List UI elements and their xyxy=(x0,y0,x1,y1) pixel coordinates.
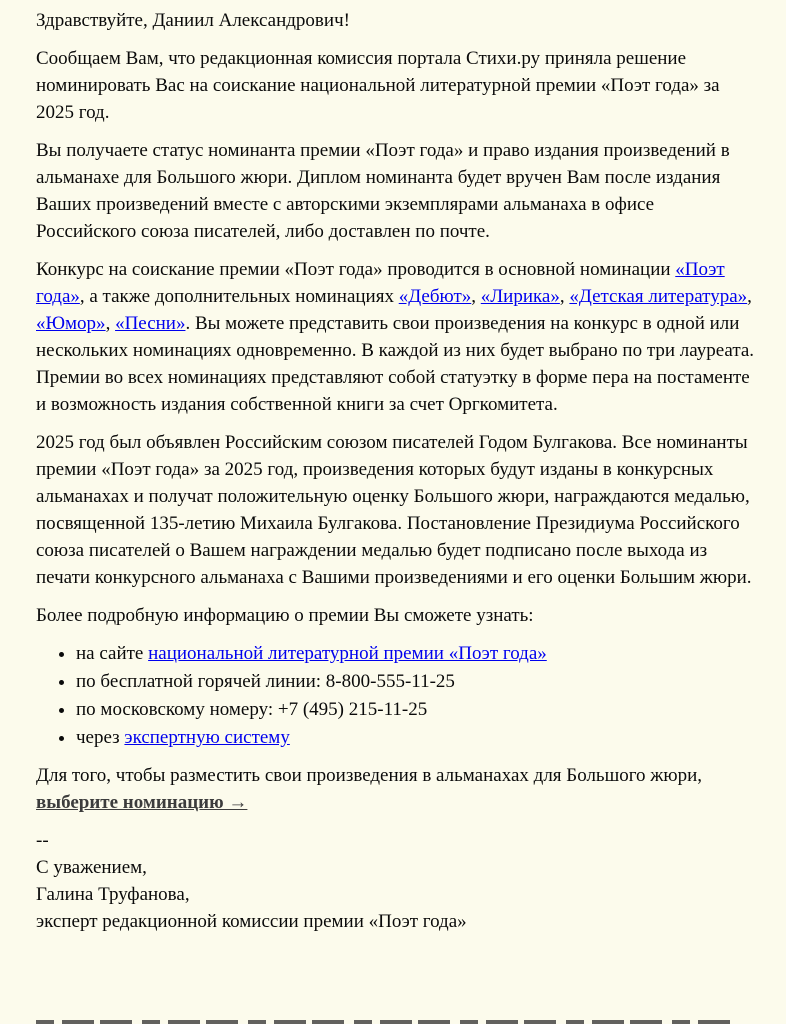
text-run: , xyxy=(105,313,116,334)
info-list-item-moscow-phone xyxy=(76,696,756,723)
text-run: на сайте xyxy=(76,643,149,664)
info-list-item-expert-system xyxy=(76,724,756,751)
signature-divider: -- xyxy=(36,830,49,851)
choose-nomination-link[interactable]: выберите номинацию → xyxy=(36,792,248,813)
text-run: через xyxy=(76,727,125,748)
more-info-heading: Более подробную информацию о премии Вы сможете узнать: xyxy=(36,605,534,626)
paragraph-call-to-action xyxy=(36,762,756,816)
text-run: Конкурс на соискание премии «Поэт года» проводится в основной номинации xyxy=(36,259,676,280)
info-list-item-hotline xyxy=(76,668,756,695)
text-run: Для того, чтобы разместить свои произведения в альманахах для Большого жюри, xyxy=(36,765,703,786)
nomination-link-humor[interactable]: «Юмор» xyxy=(36,313,106,334)
signature-block xyxy=(36,827,756,935)
text-run: , xyxy=(747,286,752,307)
signature-name: Галина Труфанова, xyxy=(36,884,190,905)
expert-system-link[interactable]: экспертную систему xyxy=(124,727,290,748)
clipped-next-line-fragment xyxy=(36,1020,736,1024)
moscow-phone-text: по московскому номеру: +7 (495) 215-11-25 xyxy=(76,699,428,720)
nomination-link-lyrics[interactable]: «Лирика» xyxy=(480,286,560,307)
info-list-item-site xyxy=(76,640,756,667)
info-list xyxy=(36,640,756,751)
signature-regards: С уважением, xyxy=(36,857,147,878)
text-run: , xyxy=(471,286,481,307)
prize-site-link[interactable]: национальной литературной премии «Поэт года» xyxy=(148,643,547,664)
nomination-link-songs[interactable]: «Песни» xyxy=(115,313,186,334)
greeting: Здравствуйте, Даниил Александрович! xyxy=(36,10,350,31)
nomination-link-poet-goda[interactable]: «Поэт года» xyxy=(36,259,725,307)
hotline-phone-text: по бесплатной горячей линии: 8-800-555-11-25 xyxy=(76,671,455,692)
text-run: . Вы можете представить свои произведения на конкурс в одной или нескольких номинациях одновременно. В каждой из них будет выбрано по три лауреата. Премии во всех номинациях представляют собой статуэтку в форме пера на постаменте и возможность издания собственной книги за счет Оргкомитета. xyxy=(36,313,755,415)
nomination-link-children-literature[interactable]: «Детская литература» xyxy=(569,286,748,307)
paragraph-nomination-intro: Сообщаем Вам, что редакционная комиссия портала Стихи.ру приняла решение номинировать Вас на соискание национальной литературной премии «Поэт года» за 2025 год. xyxy=(36,48,720,123)
text-run: , а также дополнительных номинациях xyxy=(79,286,399,307)
text-run: , xyxy=(559,286,570,307)
signature-role: эксперт редакционной комиссии премии «Поэт года» xyxy=(36,911,467,932)
nomination-link-debut[interactable]: «Дебют» xyxy=(398,286,472,307)
paragraph-nominee-status: Вы получаете статус номинанта премии «Поэт года» и право издания произведений в альманахе для Большого жюри. Диплом номинанта будет вручен Вам после издания Ваших произведений вместе с авторскими экземплярами альманаха в офисе Российского союза писателей, либо доставлен по почте. xyxy=(36,140,730,242)
paragraph-contest-nominations xyxy=(36,256,756,418)
paragraph-bulgakov-medal: 2025 год был объявлен Российским союзом писателей Годом Булгакова. Все номинанты премии «Поэт года» за 2025 год, произведения которых будут изданы в конкурсных альманахах и получат положительную оценку Большого жюри, награждаются медалью, посвященной 135-летию Михаила Булгакова. Постановление Президиума Российского союза писателей о Вашем награждении медалью будет подписано после выхода из печати конкурсного альманаха с Вашими произведениями и его оценки Большим жюри. xyxy=(36,432,752,588)
